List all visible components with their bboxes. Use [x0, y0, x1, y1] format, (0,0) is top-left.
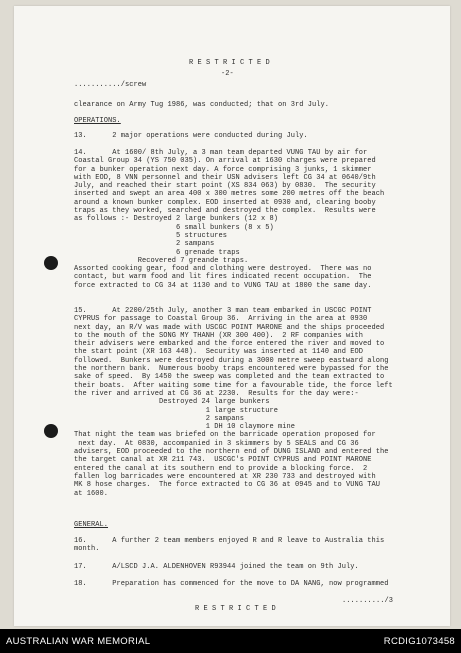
- text-line: That night the team was briefed on the barricade operation proposed for: [74, 431, 376, 440]
- punch-hole: [44, 424, 58, 438]
- punch-hole: [44, 256, 58, 270]
- operations-heading: OPERATIONS.: [74, 117, 121, 125]
- archive-footer: [0, 629, 461, 653]
- text-line: with EOD, 8 VNN personnel and their USN advisers left CG 34 at 0640/9th: [74, 173, 376, 182]
- paragraph-14: [74, 149, 384, 290]
- text-line: Coastal Group 34 (YS 750 035). On arrival at 1630 charges were prepared: [74, 157, 376, 166]
- text-line: entered the canal at its southern end to provide a blocking force. 2: [74, 464, 368, 473]
- text-line: force extracted to CG 34 at 1130 and to VUNG TAU at 1800 the same day.: [74, 281, 372, 290]
- text-line: fallen log barricades were encountered at XR 230 733 and destroyed with: [74, 472, 376, 481]
- text-line: July, and reached their start point (XS 834 063) by 0830. The security: [74, 182, 376, 191]
- text-line: Recovered 7 greande traps.: [74, 256, 249, 265]
- text-line: Assorted cooking gear, food and clothing were destroyed. There was no: [74, 265, 372, 274]
- text-line: for a bunker operation next day. A force comprising 3 junks, 1 skimmer: [74, 165, 372, 174]
- footer-archive-name: AUSTRALIAN WAR MEMORIAL: [6, 636, 151, 647]
- text-line: the target canal at XR 211 743. USCGC's POINT CYPRUS and POINT MARONE: [74, 456, 372, 465]
- paragraph-15: [74, 307, 393, 498]
- text-line: traps as they worked, searched and destroyed the complex. Results were: [74, 207, 376, 216]
- text-line: 5 structures: [74, 231, 228, 240]
- text-line: at 1600.: [74, 489, 109, 498]
- text-line: 15. At 2200/25th July, another 3 man team embarked in USCGC POINT: [74, 307, 372, 315]
- text-line: the northern bank. Numerous booby traps encountered were bypassed for the: [74, 365, 389, 374]
- text-line: 1 DH 10 claymore mine: [74, 423, 296, 432]
- text-line: their advisers were embarked and the force entered the river and moved to: [74, 340, 385, 349]
- text-line: month.: [74, 545, 100, 554]
- intro-line: clearance on Army Tug 1986, was conducted; that on 3rd July.: [74, 101, 330, 109]
- page-number: -2-: [221, 70, 234, 78]
- text-line: 14. At 1600/ 8th July, a 3 man team departed VUNG TAU by air for: [74, 149, 368, 157]
- text-line: 1 large structure: [74, 406, 279, 415]
- text-line: advisers, EOD proceeded to the northern end of DUNG ISLAND and entered the: [74, 448, 389, 457]
- text-line: the start point (XR 163 448). Security was inserted at 1140 and EOD: [74, 348, 364, 357]
- footer-record-id: RCDIG1073458: [383, 636, 455, 647]
- text-line: 16. A further 2 team members enjoyed R and R leave to Australia this: [74, 537, 385, 545]
- paragraph-16: [74, 537, 384, 554]
- text-line: their boats. After waiting some time for a favourable tide, the force left: [74, 381, 393, 390]
- classification-bottom: R E S T R I C T E D: [195, 605, 276, 613]
- text-line: to the mouth of the SONG MY THANH (XR 300 400). 2 RF companies with: [74, 331, 364, 340]
- text-line: Destroyed 24 large bunkers: [74, 398, 270, 407]
- text-line: contact, but warm food and lit fires indicated recent occupation. The: [74, 273, 372, 282]
- text-line: 6 small bunkers (8 x 5): [74, 223, 274, 232]
- text-line: sake of speed. By 1450 the sweep was completed and the team extracted to: [74, 373, 385, 382]
- continuation-marker: ........../3: [342, 597, 394, 605]
- text-line: as follows :- Destroyed 2 large bunkers (12 x 8): [74, 215, 279, 224]
- general-heading: GENERAL.: [74, 521, 109, 529]
- text-line: around a known bunker complex. EOD inserted at 0930 and, clearing booby: [74, 198, 376, 207]
- text-line: next day. At 0830, accompanied in 3 skimmers by 5 SEALS and CG 36: [74, 439, 359, 448]
- file-reference: .........../screw: [74, 81, 147, 89]
- text-line: 2 sampans: [74, 240, 215, 249]
- text-line: 6 grenade traps: [74, 248, 240, 257]
- paragraph-17: [74, 563, 359, 571]
- text-line: 17. A/LSCD J.A. ALDENHOVEN R93944 joined the team on 9th July.: [74, 563, 359, 571]
- classification-top: R E S T R I C T E D: [189, 59, 270, 67]
- text-line: CYPRUS for passage to Coastal Group 36. Arriving in the area at 0930: [74, 315, 368, 324]
- text-line: next day, an R/V was made with USCGC POINT MARONE and the ships proceeded: [74, 323, 385, 332]
- text-line: the river and arrived at CG 36 at 2230. Results for the day were:-: [74, 389, 359, 398]
- text-line: inserted and swept an area 400 x 300 metres some 200 metres off the beach: [74, 190, 385, 199]
- text-line: 18. Preparation has commenced for the move to DA NANG, now programmed: [74, 580, 389, 588]
- document-page: [14, 6, 450, 626]
- paragraph-18: [74, 580, 389, 588]
- text-line: MK 8 hose charges. The force extracted to CG 36 at 0945 and to VUNG TAU: [74, 481, 381, 490]
- text-line: followed. Bunkers were destroyed during a 3000 metre sweep eastward along: [74, 356, 389, 365]
- paragraph-13: [74, 132, 308, 140]
- text-line: 13. 2 major operations were conducted during July.: [74, 132, 308, 140]
- text-line: 2 sampans: [74, 414, 245, 423]
